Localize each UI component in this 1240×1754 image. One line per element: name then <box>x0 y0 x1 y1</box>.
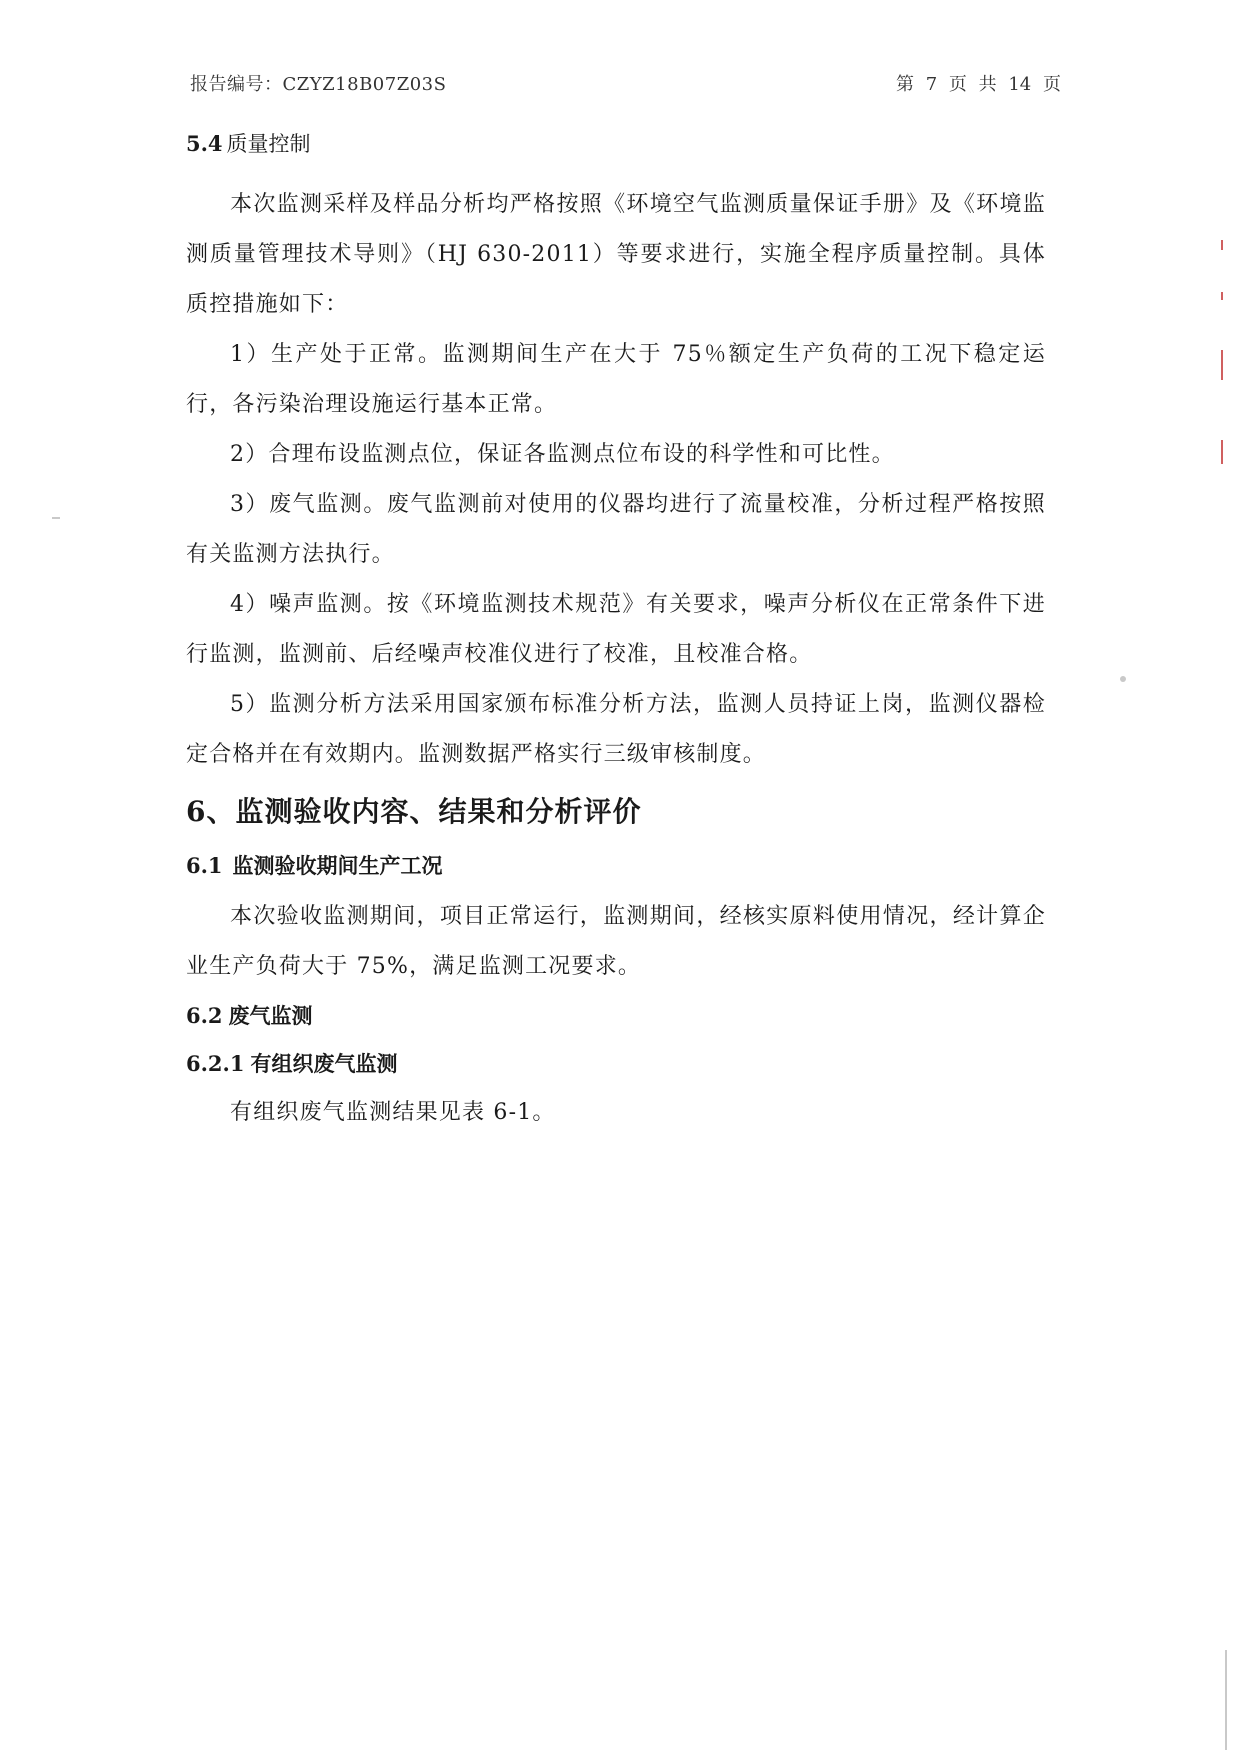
page-number: 第 7 页 共 14 页 <box>896 74 1061 95</box>
qc-item-2: 2）合理布设监测点位，保证各监测点位布设的科学性和可比性。 <box>230 442 895 467</box>
section-title: 有组织废气监测 <box>250 1051 398 1076</box>
scan-mark <box>1221 292 1223 300</box>
scan-mark <box>1225 1650 1227 1750</box>
section-6-heading: 6、监测验收内容、结果和分析评价 <box>186 795 642 828</box>
section-6-2-heading <box>186 992 1046 1040</box>
qc-item-5: 5）监测分析方法采用国家颁布标准分析方法，监测人员持证上岗，监测仪器检定合格并在有效期内。监测数据严格实行三级审核制度。 <box>186 692 1046 767</box>
section-number: 5.4 <box>186 131 223 156</box>
qc-item-1: 1）生产处于正常。监测期间生产在大于 75％额定生产负荷的工况下稳定运行，各污染治理设施运行基本正常。 <box>186 342 1046 417</box>
section-5-4-heading <box>186 120 1046 168</box>
qc-item-3: 3）废气监测。废气监测前对使用的仪器均进行了流量校准，分析过程严格按照有关监测方法执行。 <box>186 492 1046 567</box>
organized-exhaust-text: 有组织废气监测结果见表 6-1。 <box>230 1100 556 1125</box>
section-number: 6.2 <box>186 1003 223 1028</box>
report-number: 报告编号：CZYZ18B07Z03S <box>190 74 447 95</box>
section-title: 废气监测 <box>228 1003 313 1028</box>
section-number: 6.1 <box>186 853 223 878</box>
qc-item-4: 4）噪声监测。按《环境监测技术规范》有关要求，噪声分析仪在正常条件下进行监测，监测前、后经噪声校准仪进行了校准，且校准合格。 <box>186 592 1046 667</box>
scan-mark <box>1221 440 1223 464</box>
scan-mark <box>1120 676 1126 682</box>
production-condition-text: 本次验收监测期间，项目正常运行，监测期间，经核实原料使用情况，经计算企业生产负荷大于 75%，满足监测工况要求。 <box>186 904 1046 979</box>
scan-mark <box>1221 350 1223 380</box>
scan-mark <box>52 517 60 519</box>
document-body <box>186 120 1046 1138</box>
section-number: 6.2.1 <box>186 1051 245 1076</box>
scan-mark <box>1221 240 1223 250</box>
section-title: 监测验收期间生产工况 <box>232 853 443 878</box>
section-6-1-heading <box>186 840 1046 892</box>
section-title: 质量控制 <box>226 132 311 156</box>
quality-control-intro: 本次监测采样及样品分析均严格按照《环境空气监测质量保证手册》及《环境监测质量管理技术导则》（HJ 630-2011）等要求进行，实施全程序质量控制。具体质控措施如下： <box>186 192 1046 317</box>
section-6-2-1-heading <box>186 1040 1046 1088</box>
